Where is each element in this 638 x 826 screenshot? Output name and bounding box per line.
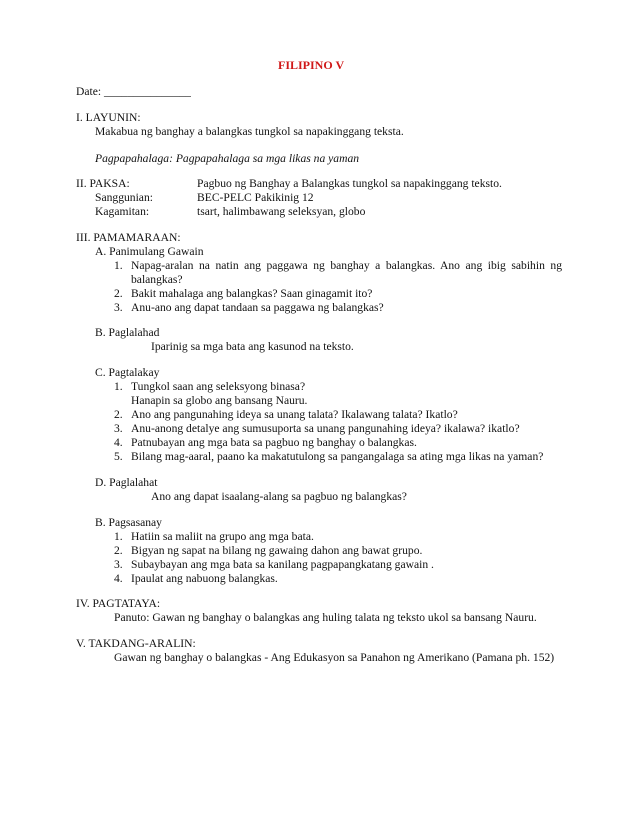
list-item: Hatiin sa maliit na grupo ang mga bata. — [131, 530, 314, 543]
list-item: Anu-ano ang dapat tandaan sa paggawa ng balangkas? — [131, 301, 384, 314]
list-item: Ano ang pangunahing ideya sa unang talata? Ikalawang talata? Ikatlo? — [131, 408, 458, 421]
takdang-aralin-heading: V. TAKDANG-ARALIN: — [76, 637, 196, 650]
list-number: 2. — [114, 408, 123, 421]
list-number: 1. — [114, 530, 123, 543]
list-item: Tungkol saan ang seleksyong binasa? — [131, 380, 306, 393]
list-number: 3. — [114, 558, 123, 571]
list-number: 5. — [114, 450, 123, 463]
sanggunian-label: Sanggunian: — [95, 191, 153, 204]
section-a-heading: A. Panimulang Gawain — [95, 245, 204, 258]
takdang-aralin-text: Gawan ng banghay o balangkas - Ang Edukasyon sa Panahon ng Amerikano (Pamana ph. 152) — [114, 651, 555, 664]
list-number: 1. — [114, 380, 123, 393]
list-item: Bakit mahalaga ang balangkas? Saan ginagamit ito? — [131, 287, 373, 300]
list-item: Napag-aralan na natin ang paggawa ng banghay a balangkas. Ano ang ibig sabihin ng — [131, 259, 562, 272]
section-d-text: Ano ang dapat isaalang-alang sa pagbuo ng balangkas? — [151, 490, 407, 503]
list-item: Bilang mag-aaral, paano ka makatutulong sa pangangalaga sa ating mga likas na yaman? — [131, 450, 544, 463]
layunin-value: Pagpapahalaga: Pagpapahalaga sa mga likas na yaman — [95, 152, 360, 165]
section-b-text: Iparinig sa mga bata ang kasunod na teksto. — [151, 340, 354, 353]
layunin-text: Makabua ng banghay a balangkas tungkol sa napakinggang teksta. — [95, 125, 404, 138]
list-number: 2. — [114, 287, 123, 300]
list-item-continuation: Hanapin sa globo ang bansang Nauru. — [131, 394, 308, 407]
list-number: 3. — [114, 301, 123, 314]
list-item: Subaybayan ang mga bata sa kanilang pagpapangkatang gawain . — [131, 558, 434, 571]
list-number: 2. — [114, 544, 123, 557]
layunin-heading: I. LAYUNIN: — [76, 111, 141, 124]
pagtataya-heading: IV. PAGTATAYA: — [76, 597, 161, 610]
pagtataya-text: Panuto: Gawan ng banghay o balangkas ang huling talata ng teksto ukol sa bansang Nauru. — [114, 611, 537, 624]
document-title: FILIPINO V — [278, 58, 345, 72]
list-number: 4. — [114, 572, 123, 585]
section-e-heading: B. Pagsasanay — [95, 516, 162, 529]
list-item: Anu-anong detalye ang sumusuporta sa unang pangunahing ideya? ikalawa? ikatlo? — [131, 422, 520, 435]
list-item: Bigyan ng sapat na bilang ng gawaing dahon ang bawat grupo. — [131, 544, 423, 557]
list-number: 4. — [114, 436, 123, 449]
section-d-heading: D. Paglalahat — [95, 476, 158, 489]
sanggunian-value: BEC-PELC Pakikinig 12 — [197, 191, 314, 204]
pamamaraan-heading: III. PAMAMARAAN: — [76, 231, 181, 244]
section-b-heading: B. Paglalahad — [95, 326, 160, 339]
paksa-heading: II. PAKSA: — [76, 177, 130, 190]
list-item-continuation: balangkas? — [131, 273, 183, 286]
list-item: Ipaulat ang nabuong balangkas. — [131, 572, 278, 585]
list-number: 3. — [114, 422, 123, 435]
list-item: Patnubayan ang mga bata sa pagbuo ng banghay o balangkas. — [131, 436, 417, 449]
section-c-heading: C. Pagtalakay — [95, 366, 160, 379]
kagamitan-value: tsart, halimbawang seleksyan, globo — [197, 205, 366, 218]
paksa-value: Pagbuo ng Banghay a Balangkas tungkol sa napakinggang teksto. — [197, 177, 502, 190]
kagamitan-label: Kagamitan: — [95, 205, 150, 218]
date-line: Date: _______________ — [76, 85, 191, 98]
list-number: 1. — [114, 259, 123, 272]
